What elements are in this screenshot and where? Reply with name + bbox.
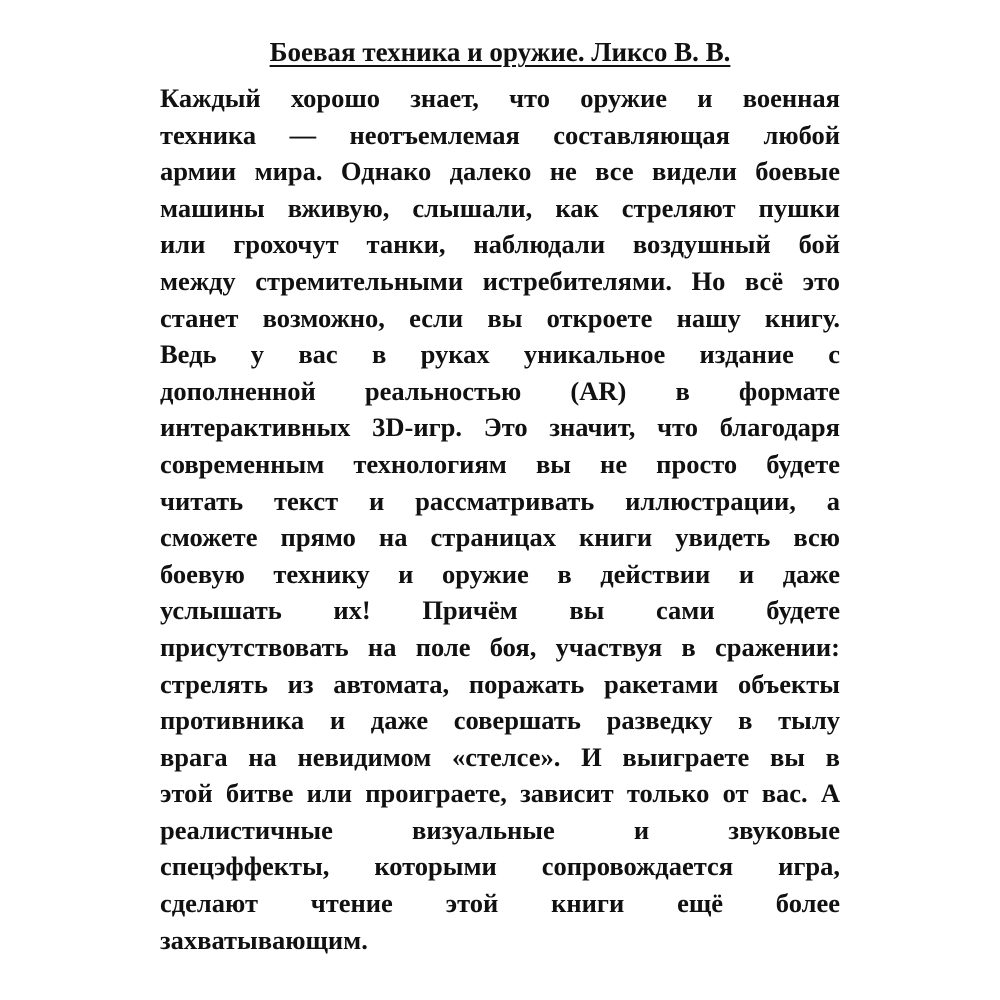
document-body — [160, 80, 840, 958]
text-line: или грохочут танки, наблюдали воздушный бой — [160, 229, 840, 260]
text-line: машины вживую, слышали, как стреляют пушки — [160, 192, 840, 223]
text-line: дополненной реальностью (AR) в формате — [160, 375, 840, 406]
text-line: интерактивных 3D-игр. Это значит, что благодаря — [160, 412, 840, 443]
text-line: между стремительными истребителями. Но всё это — [160, 265, 840, 296]
text-line: реалистичные визуальные и звуковые — [160, 814, 840, 845]
text-line: боевую технику и оружие в действии и даже — [160, 558, 840, 589]
text-line: врага на невидимом «стелсе». И выиграете вы в — [160, 741, 840, 772]
text-line: этой битве или проиграете, зависит только от вас. А — [160, 778, 840, 809]
text-line: сделают чтение этой книги ещё более — [160, 888, 840, 919]
text-line: присутствовать на поле боя, участвуя в сражении: — [160, 631, 840, 662]
text-line-last: захватывающим. — [160, 924, 368, 955]
text-line: армии мира. Однако далеко не все видели боевые — [160, 156, 840, 187]
text-line: Каждый хорошо знает, что оружие и военная — [160, 83, 840, 113]
text-line: станет возможно, если вы откроете нашу книгу. — [160, 302, 840, 333]
text-line: читать текст и рассматривать иллюстрации, а — [160, 485, 840, 516]
document-title: Боевая техника и оружие. Ликсо В. В. — [269, 37, 731, 67]
text-line: стрелять из автомата, поражать ракетами объекты — [160, 668, 840, 699]
text-line: противника и даже совершать разведку в тылу — [160, 705, 840, 736]
text-line: Ведь у вас в руках уникальное издание с — [160, 339, 840, 370]
text-line: услышать их! Причём вы сами будете — [160, 595, 840, 626]
text-line: техника — неотъемлемая составляющая любой — [160, 119, 840, 150]
text-line: сможете прямо на страницах книги увидеть всю — [160, 522, 840, 553]
text-line: спецэффекты, которыми сопровождается игра, — [160, 851, 840, 882]
text-line: современным технологиям вы не просто будете — [160, 448, 840, 479]
